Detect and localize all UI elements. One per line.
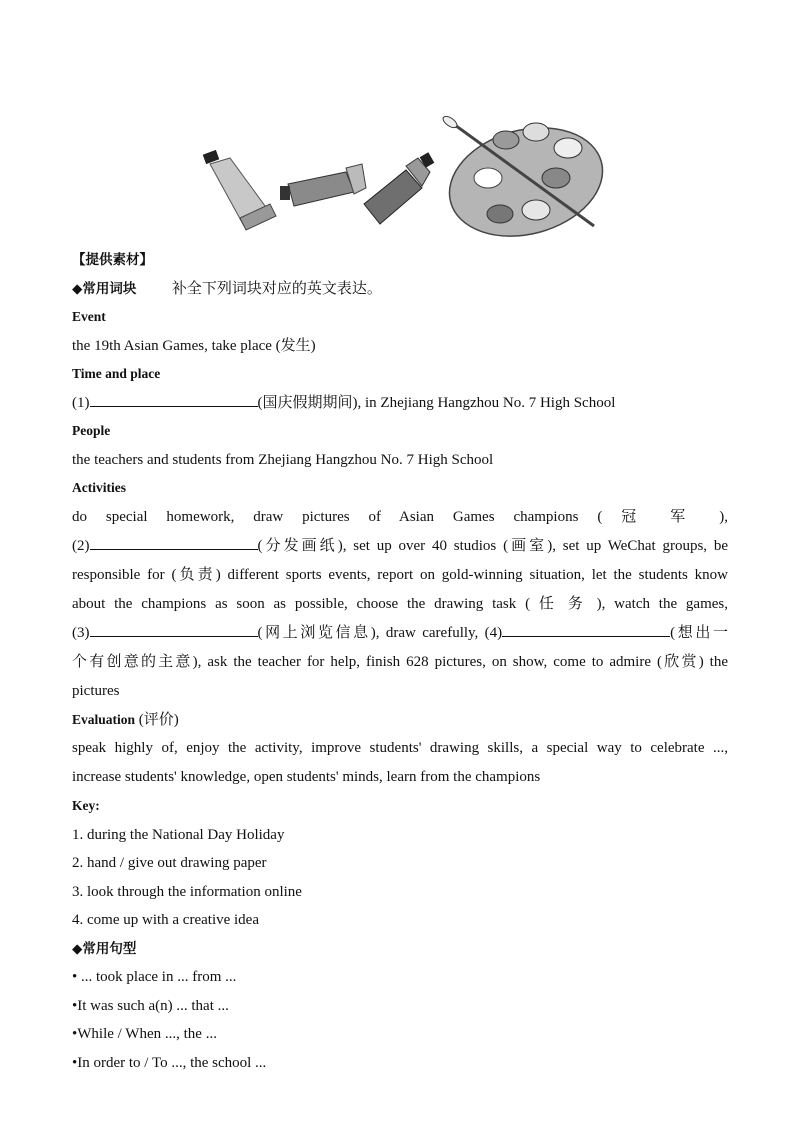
evaluation-line: increase students' knowledge, open students' minds, learn from the champions bbox=[72, 769, 541, 785]
paint-tube-icon bbox=[280, 164, 366, 206]
sentences-heading: ◆常用句型 bbox=[72, 940, 137, 956]
paint-tube-icon bbox=[364, 152, 434, 224]
people-text: the teachers and students from Zhejiang Hangzhou No. 7 High School bbox=[72, 451, 494, 468]
vocab-instruction: 补全下列词块对应的英文表达。 bbox=[171, 280, 382, 297]
activities-label: Activities bbox=[72, 480, 126, 495]
activities-line bbox=[72, 532, 728, 561]
answer-blank-1[interactable] bbox=[90, 391, 258, 407]
activities-text: (想出一 bbox=[670, 624, 729, 641]
key-item: 1. during the National Day Holiday bbox=[72, 826, 285, 843]
answer-blank-3[interactable] bbox=[90, 621, 258, 637]
vocab-heading-row bbox=[72, 275, 728, 304]
time-label: Time and place bbox=[72, 366, 161, 381]
evaluation-label: Evaluation bbox=[72, 711, 136, 727]
evaluation-line: speak highly of, enjoy the activity, improve students' drawing skills, a special way to celebrate ..., bbox=[72, 740, 728, 756]
time-suffix: (国庆假期期间), in Zhejiang Hangzhou No. 7 High School bbox=[257, 394, 616, 411]
people-label: People bbox=[72, 423, 111, 438]
activities-text: (分发画纸), set up over 40 studios (画室), set up WeChat groups, be bbox=[257, 537, 728, 554]
event-label: Event bbox=[72, 309, 106, 324]
sentence-pattern: •It was such a(n) ... that ... bbox=[72, 997, 229, 1014]
activities-line: about the champions as soon as possible, choose the drawing task ( 任 务 ), watch the games, bbox=[72, 595, 728, 612]
activities-line bbox=[72, 619, 728, 648]
activities-line: do special homework, draw pictures of Asian Games champions ( 冠 军 ), bbox=[72, 508, 728, 525]
evaluation-paragraph bbox=[72, 734, 728, 792]
key-item: 3. look through the information online bbox=[72, 883, 302, 900]
section-title: 【提供素材】 bbox=[72, 252, 153, 267]
key-item: 4. come up with a creative idea bbox=[72, 912, 260, 928]
evaluation-cn: (评价) bbox=[135, 711, 179, 728]
sentence-pattern: •In order to / To ..., the school ... bbox=[72, 1054, 267, 1071]
activities-text: (网上浏览信息), draw carefully, (4) bbox=[257, 624, 503, 641]
activities-line: 个有创意的主意), ask the teacher for help, finish 628 pictures, on show, come to admire (欣赏) the bbox=[72, 653, 728, 670]
paint-tube-icon bbox=[203, 150, 276, 230]
blank-number: (3) bbox=[72, 624, 90, 641]
event-text: the 19th Asian Games, take place (发生) bbox=[72, 337, 316, 354]
worksheet-content bbox=[72, 246, 728, 1077]
activities-line: responsible for (负责) different sports events, report on gold-winning situation, let the students know bbox=[72, 566, 728, 583]
answer-blank-4[interactable] bbox=[502, 621, 670, 637]
activities-line: pictures bbox=[72, 682, 120, 699]
palette-icon bbox=[437, 112, 606, 238]
paint-palette-illustration bbox=[196, 108, 606, 238]
answer-blank-2[interactable] bbox=[90, 534, 258, 550]
activities-paragraph bbox=[72, 503, 728, 706]
blank-number: (2) bbox=[72, 537, 90, 554]
key-label: Key: bbox=[72, 798, 100, 813]
vocab-heading: ◆常用词块 bbox=[72, 280, 137, 296]
evaluation-label-row bbox=[72, 706, 728, 735]
key-item: 2. hand / give out drawing paper bbox=[72, 855, 267, 871]
blank-number: (1) bbox=[72, 394, 90, 411]
sentence-pattern: •While / When ..., the ... bbox=[72, 1026, 217, 1042]
time-text bbox=[72, 389, 728, 418]
sentence-pattern: • ... took place in ... from ... bbox=[72, 969, 237, 985]
